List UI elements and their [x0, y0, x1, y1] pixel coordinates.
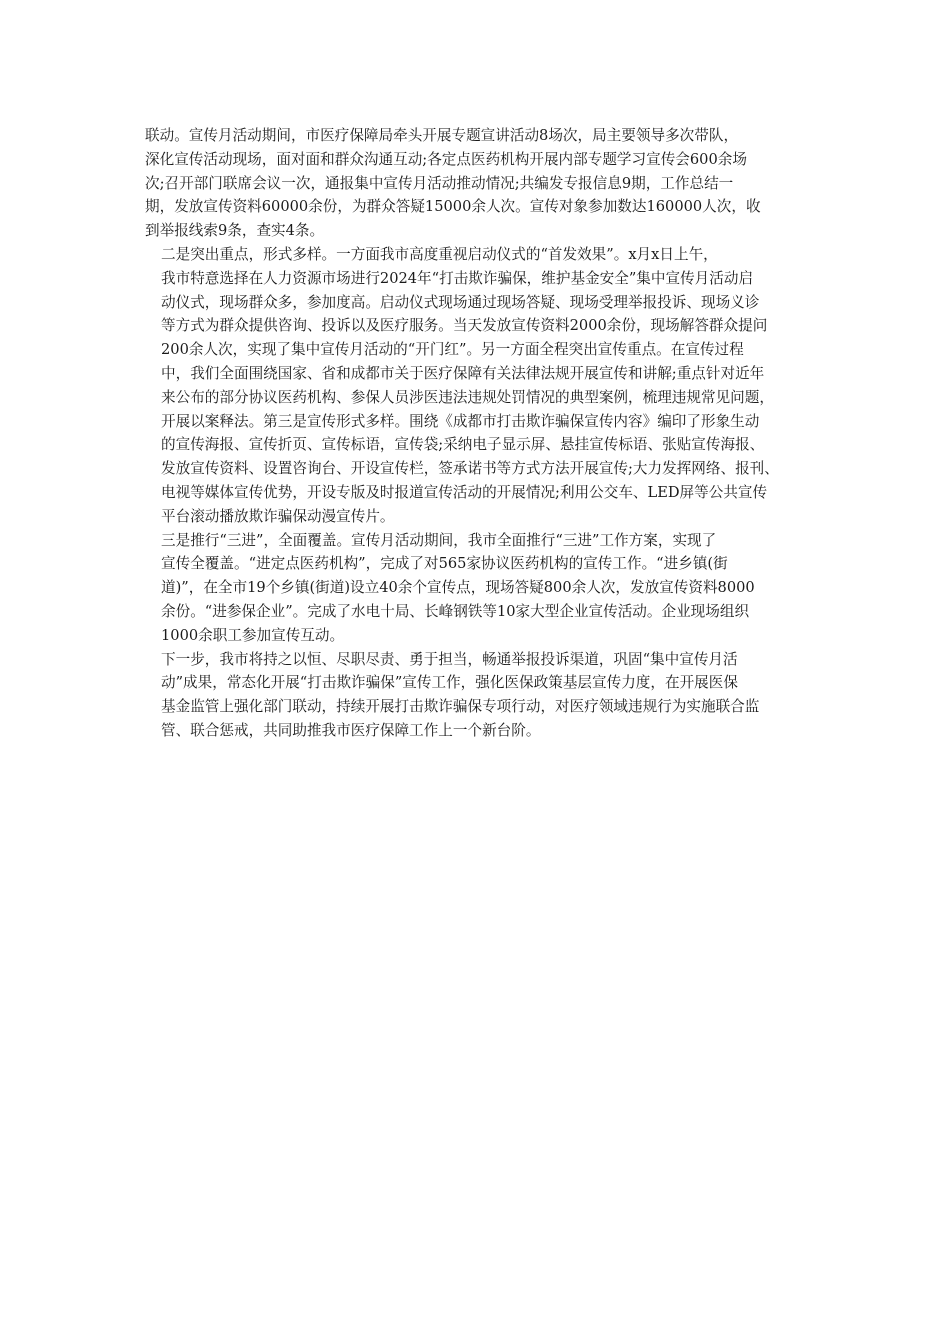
text-line: 电视等媒体宣传优势，开设专版及时报道宣传活动的开展情况;利用公交车、LED屏等公共宣传	[161, 483, 768, 501]
text-line: 平台滚动播放欺诈骗保动漫宣传片。	[161, 507, 395, 525]
text-line: 深化宣传活动现场，面对面和群众沟通互动;各定点医药机构开展内部专题学习宣传会600余场	[145, 150, 747, 168]
paragraph	[145, 243, 825, 529]
text-line: 次;召开部门联席会议一次，通报集中宣传月活动推动情况;共编发专报信息9期，工作总结一	[145, 174, 734, 192]
text-line: 200余人次，实现了集中宣传月活动的“开门红”。另一方面全程突出宣传重点。在宣传过程	[161, 341, 744, 359]
paragraph	[145, 648, 825, 743]
text-line: 管、联合惩戒，共同助推我市医疗保障工作上一个新台阶。	[161, 721, 541, 739]
text-line: 道)”，在全市19个乡镇(街道)设立40余个宣传点，现场答疑800余人次，发放宣传资料8000	[161, 579, 755, 597]
text-line: 期，发放宣传资料60000余份，为群众答疑15000余人次。宣传对象参加数达160000人次，收	[145, 198, 761, 216]
text-line: 下一步，我市将持之以恒、尽职尽责、勇于担当，畅通举报投诉渠道，巩固“集中宣传月活	[161, 650, 738, 668]
text-line: 我市特意选择在人力资源市场进行2024年“打击欺诈骗保，维护基金安全”集中宣传月活动启	[161, 269, 754, 287]
text-line: 三是推行“三进”，全面覆盖。宣传月活动期间，我市全面推行“三进”工作方案，实现了	[161, 531, 717, 549]
text-line: 二是突出重点，形式多样。一方面我市高度重视启动仪式的“首发效果”。x月x日上午，	[161, 245, 718, 263]
text-line: 1000余职工参加宣传互动。	[161, 626, 345, 644]
text-line: 动仪式，现场群众多，参加度高。启动仪式现场通过现场答疑、现场受理举报投诉、现场义诊	[161, 293, 760, 311]
text-line: 开展以案释法。第三是宣传形式多样。围绕《成都市打击欺诈骗保宣传内容》编印了形象生动	[161, 412, 760, 430]
text-line: 的宣传海报、宣传折页、宣传标语，宣传袋;采纳电子显示屏、悬挂宣传标语、张贴宣传海报、	[161, 436, 765, 454]
text-line: 中，我们全面围绕国家、省和成都市关于医疗保障有关法律法规开展宣传和讲解;重点针对近年	[161, 364, 765, 382]
text-line: 联动。宣传月活动期间，市医疗保障局牵头开展专题宣讲活动8场次，局主要领导多次带队，	[145, 127, 739, 144]
text-line: 到举报线索9条，查实4条。	[145, 222, 325, 240]
text-line: 基金监管上强化部门联动，持续开展打击欺诈骗保专项行动，对医疗领域违规行为实施联合监	[161, 698, 760, 716]
text-line: 等方式为群众提供咨询、投诉以及医疗服务。当天发放宣传资料2000余份，现场解答群众提问	[161, 317, 768, 335]
text-line: 发放宣传资料、设置咨询台、开设宣传栏，签承诺书等方式方法开展宣传;大力发挥网络、报刊、	[161, 460, 779, 478]
text-line: 来公布的部分协议医药机构、参保人员涉医违法违规处罚情况的典型案例，梳理违规常见问题，	[161, 388, 774, 406]
text-line: 余份。“进参保企业”。完成了水电十局、长峰钢铁等10家大型企业宣传活动。企业现场组织	[161, 602, 750, 620]
paragraph	[145, 529, 825, 648]
text-line: 宣传全覆盖。“进定点医药机构”，完成了对565家协议医药机构的宣传工作。“进乡镇(街	[161, 555, 728, 573]
paragraph	[145, 124, 825, 243]
text-line: 动”成果，常态化开展“打击欺诈骗保”宣传工作，强化医保政策基层宣传力度，在开展医保	[161, 674, 738, 692]
document-body	[145, 124, 825, 743]
